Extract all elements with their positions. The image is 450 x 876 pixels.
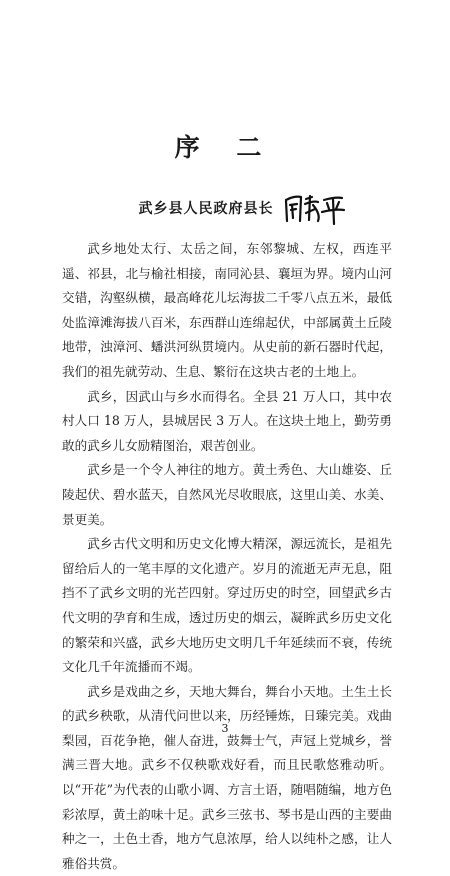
page-title: 序 二: [174, 133, 276, 162]
paragraph: 武乡是戏曲之乡，天地大舞台，舞台小天地。土生土长的武乡秧歌，从清代问世以来，历经锤炼，日臻完美。戏曲梨园，百花争艳，催人奋进，鼓舞士气，声冠上党城乡，誉满三晋大地。武乡不仅秧歌戏好看，而且民歌悠雅动听。以“开花”为代表的山歌小调、方言土语，随唱随编，地方色彩浓厚，黄土韵味十足。武乡三弦书、琴书是山西的主要曲种之一，土色土香，地方气息浓厚，给人以纯朴之感，让人雅俗共赏。: [62, 683, 392, 871]
paragraph: 武乡地处太行、太岳之间，东邻黎城、左权，西连平遥、祁县，北与榆社相接，南同沁县、襄垣为界。境内山河交错，沟壑纵横，最高峰花儿坛海拔二千零八点五米，最低处监漳滩海拔八百米，东西群山连绵起伏，中部属黄土丘陵地带，浊漳河、蟠洪河纵贯境内。从史前的新石器时代起，我们的祖先就劳动、生息、繁衍在这块古老的土地上。: [62, 241, 392, 379]
paragraph: 武乡是一个令人神往的地方。黄土秀色、大山雄姿、丘陵起伏、碧水蓝天，自然风光尽收眼底，这里山美、水美、景更美。: [62, 462, 392, 527]
author-position: 武乡县人民政府县长: [138, 201, 274, 217]
paragraph: 武乡古代文明和历史文化博大精深，源远流长，是祖先留给后人的一笔丰厚的文化遗产。岁月的流逝无声无息，阻挡不了武乡文明的光芒四射。穿过历史的时空，回望武乡古代文明的孕育和生成，透过历史的烟云，凝眸武乡历史文化的繁荣和兴盛，武乡大地历史文明几千年延续而不衰，传统文化几千年流播而不竭。: [62, 536, 392, 675]
body-text: [62, 237, 392, 876]
page-number: 3: [221, 722, 229, 735]
author-line: [0, 188, 450, 228]
paragraph: 武乡，因武山与乡水而得名。全县 21 万人口，其中农村人口 18 万人，县城居民 3 万人。在这块土地上，勤劳勇敢的武乡儿女励精图治，艰苦创业。: [62, 388, 392, 453]
handwritten-signature: [282, 191, 346, 225]
